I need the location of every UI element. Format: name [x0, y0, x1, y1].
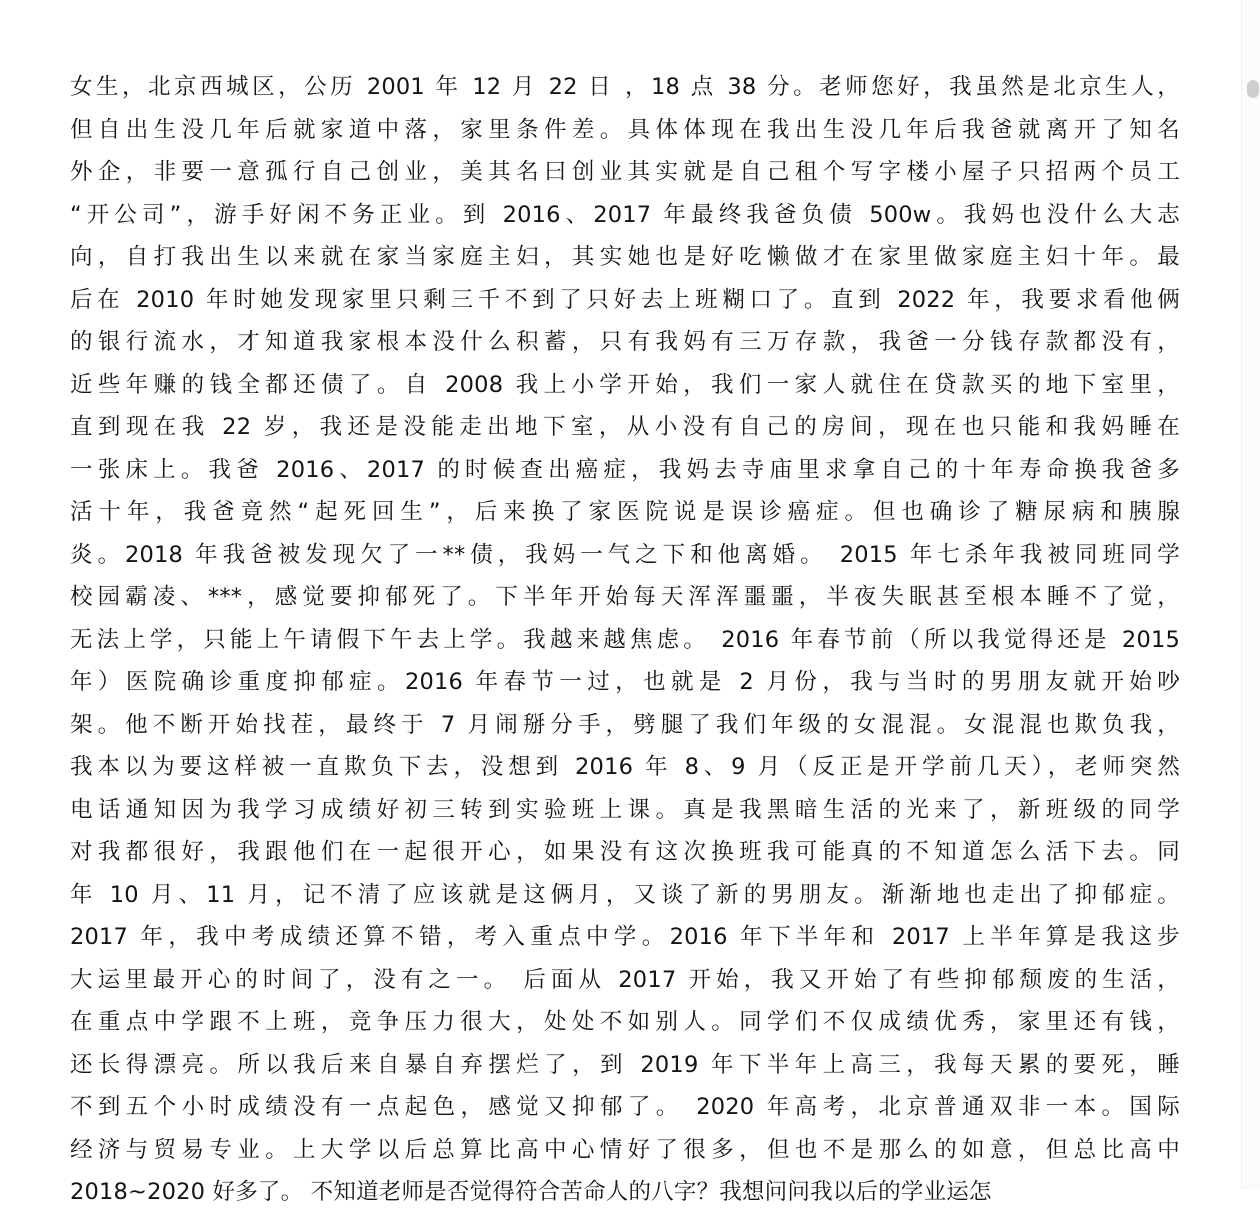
scrollbar-thumb[interactable]: [1247, 80, 1259, 98]
text-line: 年）医院确诊重度抑郁症。2016 年春节一过，也就是 2 月份，我与当时的男朋友就开始吵: [70, 669, 1180, 695]
text-line: 无法上学，只能上午请假下午去上学。我越来越焦虑。 2016 年春节前（所以我觉得还是 2015: [70, 626, 1180, 653]
text-line: 向，自打我出生以来就在家当家庭主妇，其实她也是好吃懒做才在家里做家庭主妇十年。最: [70, 244, 1180, 270]
text-line: “开公司”，游手好闲不务正业。到 2016、2017 年最终我爸负债 500w。我妈也没什么大志: [70, 201, 1180, 228]
text-line: 校园霸凌、***，感觉要抑郁死了。下半年开始每天浑浑噩噩，半夜失眠甚至根本睡不了觉，: [70, 584, 1180, 610]
text-line: 架。他不断开始找茬，最终于 7 月闹掰分手，劈腿了我们年级的女混混。女混混也欺负我，: [70, 711, 1180, 738]
text-line: 一张床上。我爸 2016、2017 的时候查出癌症，我妈去寺庙里求拿自己的十年寿命换我爸多: [70, 456, 1180, 483]
text-line: 后在 2010 年时她发现家里只剩三千不到了只好去上班糊口了。直到 2022 年，我要求看他俩: [70, 286, 1180, 313]
text-line: 外企，非要一意孤行自己创业，美其名曰创业其实就是自己租个写字楼小屋子只招两个员工: [70, 159, 1180, 185]
text-line: 活十年，我爸竟然“起死回生”，后来换了家医院说是误诊癌症。但也确诊了糖尿病和胰腺: [70, 499, 1180, 525]
text-line: 炎。2018 年我爸被发现欠了一**债，我妈一气之下和他离婚。 2015 年七杀年我被同班同学: [70, 541, 1180, 568]
text-line: 对我都很好，我跟他们在一起很开心，如果没有这次换班我可能真的不知道怎么活下去。同: [70, 839, 1180, 865]
vertical-scrollbar[interactable]: [1241, 0, 1260, 1190]
text-line: 直到现在我 22 岁，我还是没能走出地下室，从小没有自己的房间，现在也只能和我妈睡在: [70, 414, 1180, 440]
text-line: 2018~2020 好多了。 不知道老师是否觉得符合苦命人的八字？我想问问我以后的学业运怎: [70, 1179, 992, 1205]
text-line: 大运里最开心的时间了，没有之一。 后面从 2017 开始，我又开始了有些抑郁颓废的生活，: [70, 966, 1180, 993]
text-line: 电话通知因为我学习成绩好初三转到实验班上课。真是我黑暗生活的光来了，新班级的同学: [70, 796, 1180, 823]
text-line: 近些年赚的钱全都还债了。自 2008 我上小学开始，我们一家人就住在贷款买的地下室里，: [70, 371, 1180, 398]
text-line: 经济与贸易专业。上大学以后总算比高中心情好了很多，但也不是那么的如意，但总比高中: [70, 1136, 1180, 1163]
text-line: 年 10 月、11 月，记不清了应该就是这俩月，又谈了新的男朋友。渐渐地也走出了抑郁症。: [70, 881, 1180, 908]
document-body: [70, 66, 1180, 1214]
text-line: 我本以为要这样被一直欺负下去，没想到 2016 年 8、9 月（反正是开学前几天），老师突然: [70, 754, 1180, 780]
text-line: 不到五个小时成绩没有一点起色，感觉又抑郁了。 2020 年高考，北京普通双非一本。国际: [70, 1094, 1180, 1120]
text-line: 女生，北京西城区，公历 2001 年 12 月 22 日 ，18 点 38 分。老师您好，我虽然是北京生人，: [70, 74, 1180, 100]
text-line: 的银行流水，才知道我家根本没什么积蓄，只有我妈有三万存款，我爸一分钱存款都没有，: [70, 329, 1180, 355]
text-line: 还长得漂亮。所以我后来自暴自弃摆烂了，到 2019 年下半年上高三，我每天累的要死，睡: [70, 1051, 1180, 1078]
text-line: 在重点中学跟不上班，竞争压力很大，处处不如别人。同学们不仅成绩优秀，家里还有钱，: [70, 1009, 1180, 1035]
text-line: 2017 年，我中考成绩还算不错，考入重点中学。2016 年下半年和 2017 上半年算是我这步: [70, 924, 1180, 950]
text-line: 但自出生没几年后就家道中落，家里条件差。具体体现在我出生没几年后我爸就离开了知名: [70, 116, 1180, 143]
